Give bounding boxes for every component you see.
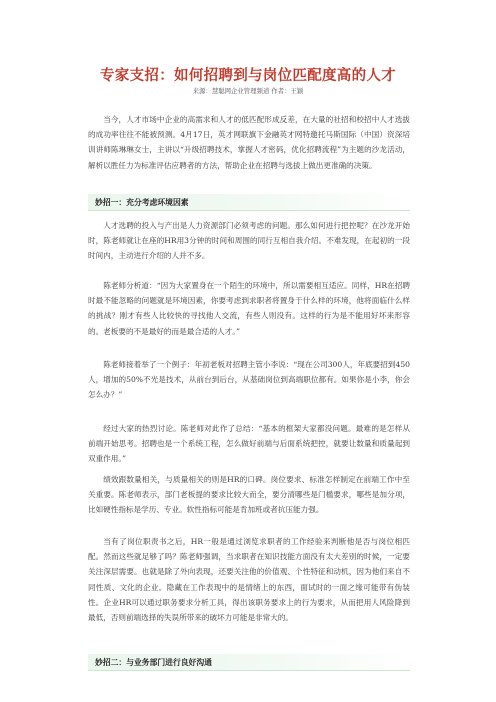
section1-paragraph-1: 人才选聘的投入与产出是人力资源部门必须考虑的问题。那么如何进行把控呢？在沙龙开始时，陈老师就让在座的HR用3分钟的时间和周围的同行互相自我介绍。不难发现，在起初的一段时间内，主动进行介绍的人并不多。 xyxy=(88,221,410,261)
section1-paragraph-4: 经过大家的热烈讨论。陈老师对此作了总结：“基本的框架大家都没问题。最难的是怎样从前端开始思考。招聘也是一个系统工程，怎么做好前端与后面系统把控，就要让数量和质量起到双重作用。” xyxy=(88,424,410,464)
section1-paragraph-5: 绩效跟数量相关，与质量相关的则是HR的口碑。岗位要求、标准怎样制定在前端工作中至关重要。陈老师表示，部门老板提的要求比较大而全，要分清哪些是门槛要求，哪些是加分项，比如硬性指标是学历、专业。软性指标可能是肯加班或者抗压能力强。 xyxy=(88,475,410,515)
article-byline: 来源：慧聪网企业管理频道 作者：王颖 xyxy=(192,87,304,95)
section1-paragraph-2: 陈老师分析道：“因为大家置身在一个陌生的环境中，所以需要相互适应。同样，HR在招聘时最不能忽略的问题就是环境因素，你要考虑到求职者将置身于什么样的环境，他将面临什么样的挑战？刚才有些人比较快的寻找他人交流，有些人则没有。这样的行为是不能用好坏来形容的。老板要的不是最好的而是最合适的人才。” xyxy=(88,281,410,336)
section1-paragraph-6: 当有了岗位职责书之后，HR一般是通过浏览求职者的工作经验来判断他是否与岗位相匹配。然而这些就足够了吗？陈老师强调，当求职者在知识技能方面没有太大差别的时候，一定要关注深层需要。也就是除了外向表现，还要关注他的价值观、个性特征和动机，因为他们来自不同性质、文化的企业。隐藏在工作表现中的是情绪上的东西，面试时的一面之缘可能带有伪装性。企业HR可以通过职务要求分析工具，得出该职务要求上的行为要求，从而把用人风险降到最低，否则前端选择的失误所带来的破坏力可能是非常大的。 xyxy=(88,537,410,623)
section-heading-1: 妙招一：充分考虑环境因素 xyxy=(88,194,410,211)
intro-paragraph: 当今，人才市场中企业的高需求和人才的低匹配形成反差，在大量的社招和校招中人才选拔的成功率往往不能被预测。4月17日，英才网联旗下金融英才网特邀托马斯国际（中国）资深培训讲师陈琳琳女士，主讲以“升级招聘技术，掌握人才密码，优化招聘流程”为主题的沙龙活动，解析以胜任力为标准评估应聘者的方法，帮助企业在招聘与选拔上做出更准确的决策。 xyxy=(88,115,410,170)
section-heading-2: 妙招二：与业务部门进行良好沟通 xyxy=(88,654,410,671)
article-title: 专家支招：如何招聘到与岗位匹配度高的人才 xyxy=(100,67,396,84)
section1-paragraph-3: 陈老师接着举了一个例子：年初老板对招聘主管小李说：“现在公司300人，年底要招到450人，增加的50%不光是技术，从前台到后台，从基础岗位到高端职位都有。如果你是小李，你会怎么办？” xyxy=(88,360,410,400)
